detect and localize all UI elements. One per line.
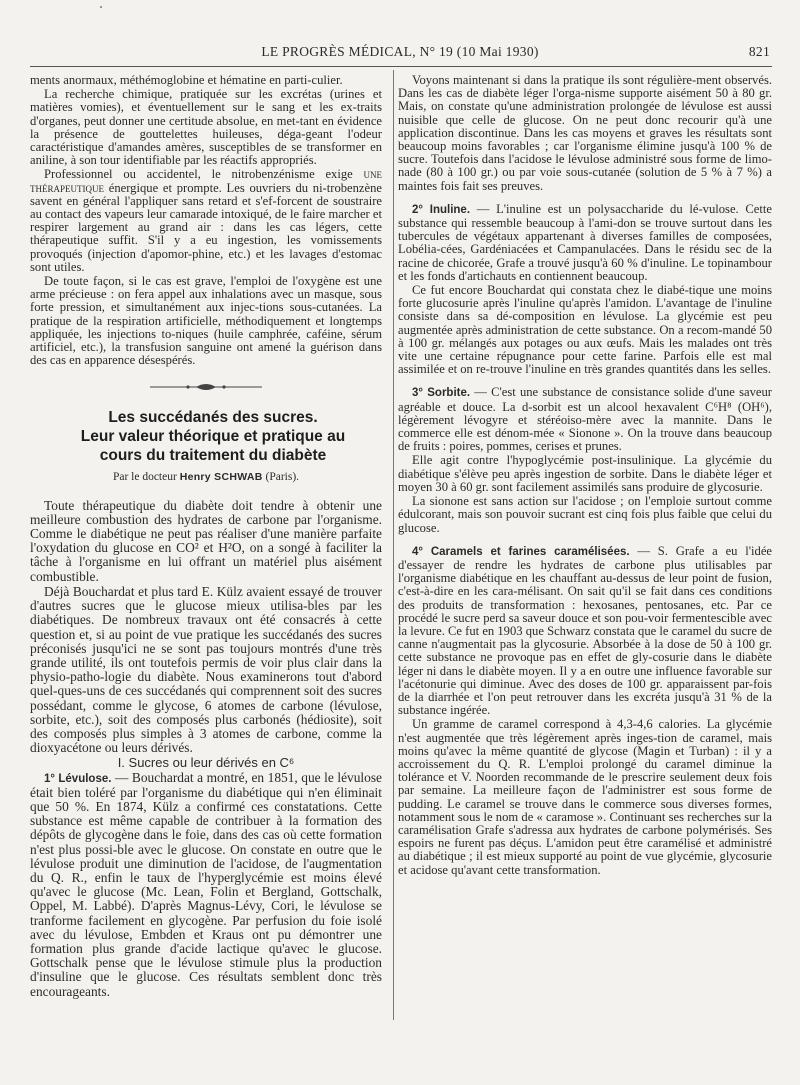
byline-prefix: Par le docteur (112, 471, 177, 484)
author-name: Henry SCHWAB (179, 471, 263, 484)
paragraph (30, 168, 382, 274)
left-column (30, 74, 382, 999)
section-ornament (30, 381, 382, 393)
text-run: — L'inuline est un polysaccharide du lé-vulose. Cette substance qui ressemble beaucoup à l'ami-don se trouve surtout dans les tubercules de végétaux appartenant à diverses familles de composées, Lobélia-cées, Gardéniacées et Campanulacées. Dans le résidu sec de la racine de chicorée, Grafe a trouvé jusqu'à 60 % d'inuline. Le topinambour et les fonds d'artichauts en contiennent beaucoup. (398, 201, 772, 283)
paragraph (398, 545, 772, 718)
article-title: Les succédanés des sucres. (108, 409, 318, 427)
article-title: Leur valeur théorique et pratique au (80, 428, 346, 446)
article-title: cours du traitement du diabète (99, 447, 327, 465)
subsection-label: 4° Caramels et farines caramélisées. (412, 545, 630, 558)
paragraph: La sionone est sans action sur l'acidose ; on l'emploie surtout comme édulcorant, mais son pouvoir sucrant est cinq fois plus faible que celui du glucose. (398, 494, 772, 535)
paragraph: Déjà Bouchardat et plus tard E. Külz avaient essayé de trouver d'autres sucres que le glucose mieux utilisa-bles par les diabétiques. De nombreux travaux ont été consacrés à cette question et, si au point de vue pratique les succédanés des sucres préconisés jusqu'ici ne se sont pas toujours montrés d'une très grande utilité, ils ont toutefois permis de voir plus clair dans la physio-patho-logie du diabète. Nous examinerons tout d'abord quel-ques-uns de ces succédanés qui comprennent soit des sucres possédant, comme le glycose, 6 atomes de carbone (lévulose, sorbite, etc.), soit des composés plus carbonés (hédiosite), soit des composés plus simples à 3 atomes de carbone, comme la dioxyacétone ou leurs dérivés. (30, 583, 382, 756)
byline (30, 471, 382, 484)
paragraph: Toute thérapeutique du diabète doit tendre à obtenir une meilleure combustion des hydrates de carbone par l'organisme. Comme le diabétique ne peut pas réaliser d'une manière parfaite l'oxydation du glucose en CO² et H²O, on a songé à faciliter la tâche à l'organisme en lui offrant un matériel plus aisément combustible. (30, 497, 382, 584)
ornament-rule-icon (146, 381, 266, 393)
column-divider (393, 70, 394, 1020)
text-run: Professionnel ou accidentel, le nitrobenzénisme exige (44, 167, 353, 182)
subsection-label: 2° Inuline. (412, 203, 471, 216)
paragraph: De toute façon, si le cas est grave, l'emploi de l'oxygène est une arme précieuse : on fera appel aux inhalations avec un masque, sous forte pression, et simultanément aux injec-tions sous-cutanées. La pratique de la respiration artificielle, méthodiquement et longtemps appliquée, les injections to-niques (huile camphrée, caféine, sérum artificiel, etc.), la transfusion sanguine ont amené la guérison dans des cas en apparence désespérés. (30, 274, 382, 368)
text-run: — Bouchardat a montré, en 1851, que le lévulose était bien toléré par l'organisme du diabétique qui n'en éliminait que 50 %. En 1874, Külz a confirmé ces constatations. Cette substance est même capable de contribuer à la formation des dépôts de glycogène dans le foie, dans des cas où cette formation n'est plus possi-ble avec le glucose. On constate en outre que le lévulose produit une diminution de l'acidose, de l'augmentation du Q. R., enfin le taux de l'hyperglycémie est moins élevé qu'avec le glucose (Mc. Lean, Folin et Bergland, Gottschalk, Oppel, M. Labbé). D'après Magnus-Lévy, Cori, le lévulose se tranforme facilement en glycogène. Par perfusion du foie isolé avec du lévulose, Embden et Kraus ont pu démontrer une formation plus grande d'acide lactique qu'avec le glucose. Gottschalk pense que le lévulose stimule plus la production d'insuline que le glucose. Ces résultats semblent donc très encourageants. (30, 769, 382, 999)
text-run: — S. Grafe a eu l'idée d'essayer de rendre les hydrates de carbone plus utilisables par l'organisme diabétique en les chauffant au-dessus de leur point de fusion, c'est-à-dire en les cara-mélisant. On sait qu'il se fait dans ces conditions des produits de transformation : hexosanes, pentosanes, etc. Par ce procédé le sucre perd sa saveur douce et son pou-voir fermentescible avec la levure. Ce fut en 1903 que Schwarz constata que le caramel du sucre de canne n'augmentait pas la glycosurie. Absorbée à la dose de 50 à 100 gr. cette substance ne provoque pas en effet de gly-cosurie dans le diabète léger ni dans le diabète moyen. Il y a en outre une influence favorable sur l'acétonurie qui diminue. Avec des doses de 100 gr. apparaissent par-fois de la diarrhée et l'on peut retrouver dans les excréta jusqu'à 31 % de la substance ingérée. (398, 543, 773, 718)
section-heading: I. Sucres ou leur dérivés en C⁶ (117, 755, 295, 771)
byline-suffix: (Paris). (265, 471, 300, 484)
running-header (0, 44, 800, 64)
right-column (398, 74, 772, 877)
small-caps-run: une thérapeutique (30, 167, 382, 195)
paragraph: La recherche chimique, pratiquée sur les excrétas (urines et matières vomies), et éventuellement sur le sang et les ex-traits d'organes, peut donner une certitude absolue, en met-tant en évidence la présence de gouttelettes huileuses, déga-geant l'odeur caractéristique d'amandes amères, susceptibles de se transformer en aniline, à son tour identifiable par les réactifs appropriés. (30, 87, 382, 168)
paragraph: Ce fut encore Bouchardat qui constata chez le diabé-tique une moins forte glucosurie après l'inuline qu'après l'amidon. L'avantage de l'inuline consiste dans sa dé-composition en lévulose. La glycémie est peu augmentée après administration de cette substance. On a recom-mandé 50 à 100 gr. mélangés aux potages ou aux œufs. Mais les malades ont très vite une certaine répugnance pour cette farine. Parfois elle est mal assimilée et on re-trouve l'inuline en très grandes quantités dans les selles. (398, 283, 772, 377)
paragraph (398, 203, 772, 283)
text-run: énergique et prompte. Les ouvriers du ni-trobenzène savent en général l'appliquer sans retard et s'ef-forcent de soustraire au contact des vapeurs leur camarade intoxiqué, de le faire marcher et respirer largement au grand air : dans les cas légers, cette thérapeutique suffit. S'il y a eu ingestion, les vomissements provoqués (injection d'apomor-phine, etc.) et les lavages d'estomac sont utiles. (30, 180, 382, 274)
paragraph (398, 386, 772, 453)
paragraph: Voyons maintenant si dans la pratique ils sont régulière-ment observés. Dans les cas de diabète léger l'orga-nisme supporte aisément 50 à 80 gr. Mais, on constate qu'une administration prolongée de lévulose est aussi nuisible que celle de glucose. On ne peut donc recourir qu'à une application discontinue. Dans les cas moyens et graves les résultats sont beaucoup moins favorables ; car l'organisme élimine jusqu'à 100 % de sucre. Toutefois dans l'acidose le lévulose administré sous forme de limo-nade (80 à 100 gr.) ou par voie sous-cutanée (solution de 5 % à 7 %) a maintes fois fait ses preuves. (398, 73, 772, 193)
running-title: LE PROGRÈS MÉDICAL, N° 19 (10 Mai 1930) (261, 44, 539, 59)
header-rule (30, 66, 772, 67)
page-number: 821 (748, 44, 770, 59)
paragraph (30, 771, 382, 999)
paragraph: Elle agit contre l'hypoglycémie post-insulinique. La glycémie du diabétique s'élève peu après ingestion de sorbite. Dans le diabète léger et moyen 30 à 60 gr. sont facilement assimilés sans produire de glycosurie. (398, 453, 772, 494)
ink-speck (100, 6, 102, 8)
subsection-label: 3° Sorbite. (412, 387, 471, 400)
text-run: — C'est une substance de consistance solide d'une saveur agréable et douce. La d-sorbit est un alcool hexavalent C⁶H⁸ (OH⁶), légèrement lévogyre et stéréoiso-mère avec la mannite. Dans le commerce elle est dénom-mée « Sionone ». On la trouve dans beaucoup de fruits : poires, pommes, cerises et prunes. (398, 385, 772, 454)
paragraph: ments anormaux, méthémoglobine et hématine en parti-culier. (30, 73, 343, 87)
subsection-label: 1° Lévulose. (44, 772, 112, 785)
paragraph: Un gramme de caramel correspond à 4,3-4,6 calories. La glycémie n'est augmentée que très légèrement après inges-tion de caramel, mais moins qu'avec la même quantité de glycose (Magin et Turban) : il y a accroissement du Q. R. L'emploi prolongé du caramel diminue la tolérance et V. Noorden recommande de le prescrire seulement deux fois par semaine. La meilleure façon de l'administrer est sous forme de pudding. Le caramel se trouve dans le commerce sous diverses formes, notamment sous le nom de « caramose ». Continuant ses recherches sur la caramélisation Grafe s'adressa aux hydrates de carbone polymérisés. Ses espoirs ne furent pas déçus. L'amidon peut être caramélisé et administré au diabétique ; il est mieux supporté au point de vue glycémie, glycosurie et acidose qu'avant cette transformation. (398, 717, 772, 877)
